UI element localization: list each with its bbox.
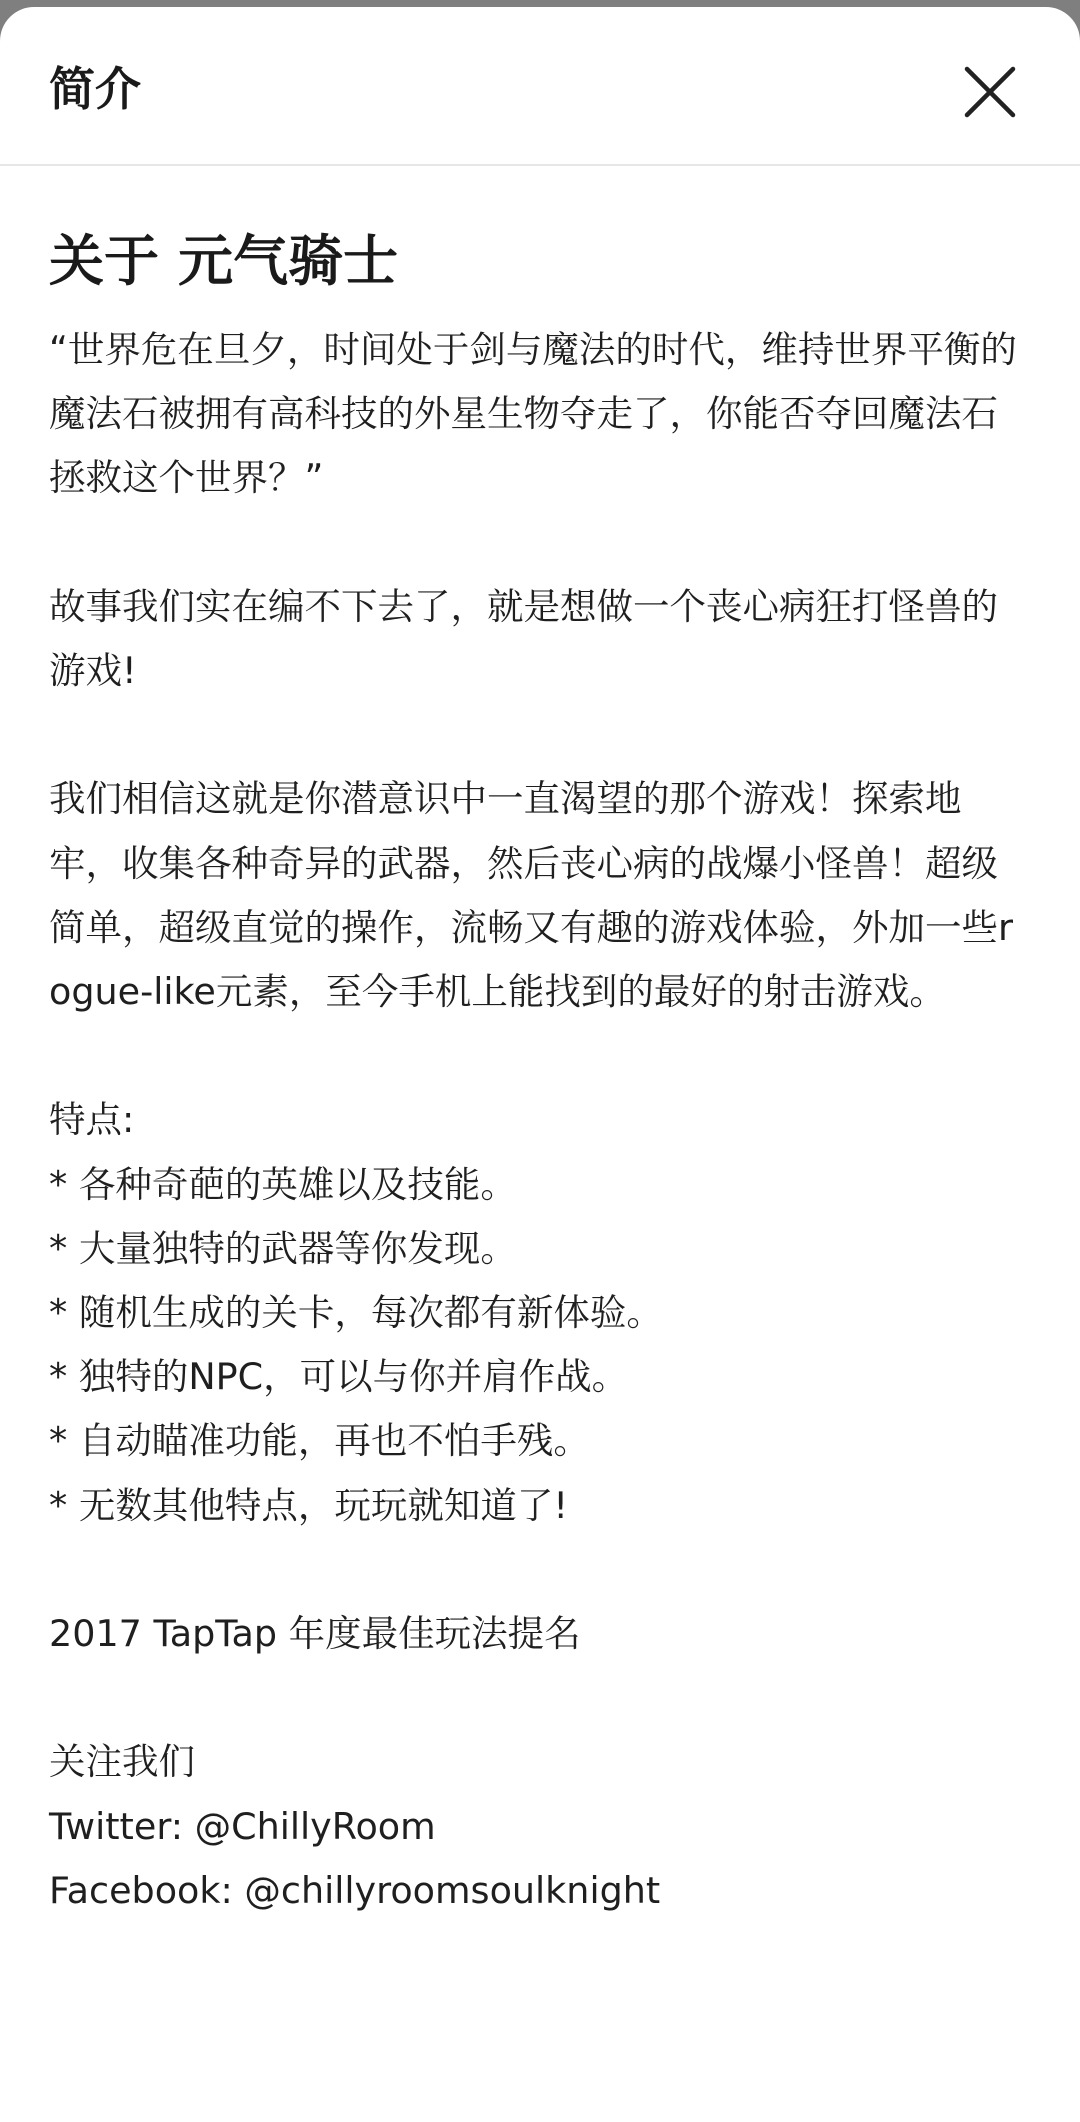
feature-item: * 大量独特的武器等你发现。 bbox=[49, 1226, 517, 1270]
feature-item: * 自动瞄准功能，再也不怕手残。 bbox=[49, 1419, 590, 1463]
feature-item: * 独特的NPC，可以与你并肩作战。 bbox=[49, 1355, 629, 1399]
description-content bbox=[49, 225, 1034, 1923]
about-title: 关于 元气骑士 bbox=[49, 229, 399, 293]
sheet-title: 简介 bbox=[49, 62, 141, 116]
feature-item: * 无数其他特点，玩玩就知道了! bbox=[49, 1483, 568, 1527]
pitch-paragraph: 我们相信这就是你潜意识中一直渴望的那个游戏！探索地牢，收集各种奇异的武器，然后丧心病的战爆小怪兽！超级简单，超级直觉的操作，流畅又有趣的游戏体验，外加一些rogue-like元素，至今手机上能找到的最好的射击游戏。 bbox=[49, 777, 1014, 1014]
sheet-header bbox=[0, 7, 1080, 166]
game-description bbox=[49, 318, 1034, 1923]
feature-item: * 各种奇葩的英雄以及技能。 bbox=[49, 1162, 517, 1206]
features-heading: 特点: bbox=[49, 1098, 135, 1142]
award-line: 2017 TapTap 年度最佳玩法提名 bbox=[49, 1612, 581, 1656]
follow-heading: 关注我们 bbox=[49, 1740, 195, 1784]
close-button[interactable] bbox=[955, 57, 1025, 127]
feature-item: * 随机生成的关卡，每次都有新体验。 bbox=[49, 1291, 663, 1335]
intro-paragraph: “世界危在旦夕，时间处于剑与魔法的时代，维持世界平衡的魔法石被拥有高科技的外星生物夺走了，你能否夺回魔法石拯救这个世界？” bbox=[49, 328, 1017, 500]
twitter-handle: Twitter: @ChillyRoom bbox=[49, 1804, 436, 1848]
facebook-handle: Facebook: @chillyroomsoulknight bbox=[49, 1868, 661, 1912]
story-paragraph: 故事我们实在编不下去了，就是想做一个丧心病狂打怪兽的游戏! bbox=[49, 584, 998, 693]
close-icon bbox=[964, 66, 1016, 118]
intro-sheet bbox=[0, 7, 1080, 2122]
